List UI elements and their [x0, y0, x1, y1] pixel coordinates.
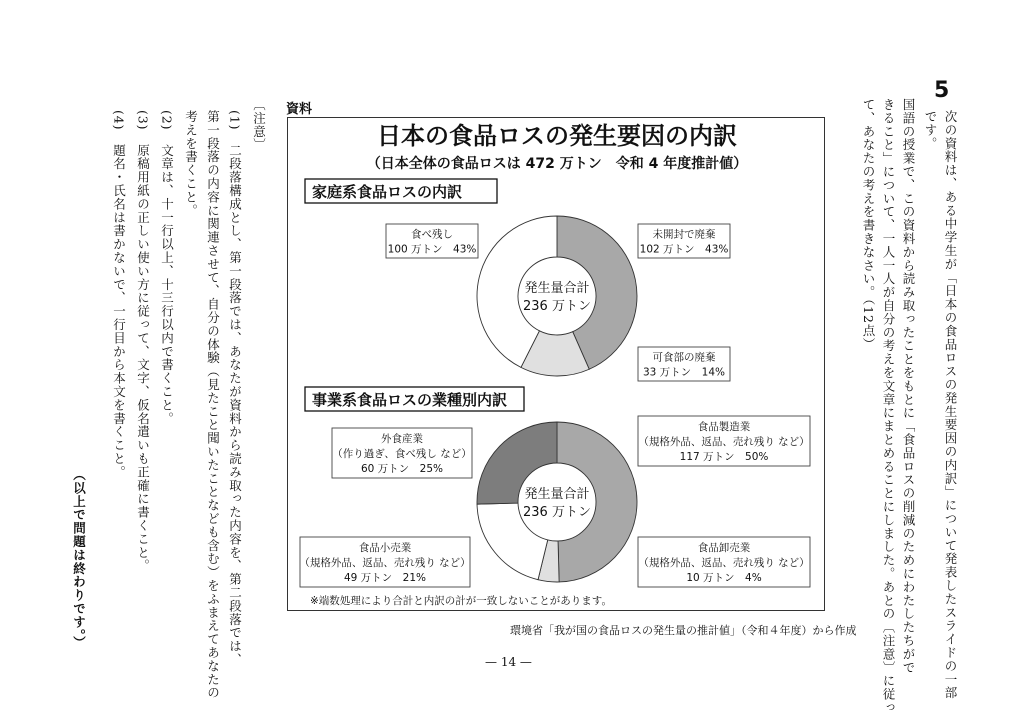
chart-title: 日本の食品ロスの発生要因の内訳 — [377, 122, 737, 150]
note-line-2: 第一段落の内容に関連させて、自分の体験（見たこと聞いたことなども含む）をふまえてあなたの — [205, 110, 221, 700]
question-line-1: 次の資料は、ある中学生が「日本の食品ロスの発生要因の内訳」について発表したスライドの一部 — [943, 110, 958, 700]
chart1-slice-1-name-label: 未開封で廃棄 — [652, 228, 716, 241]
household-donut-chart — [386, 216, 730, 381]
chart1-slice-2-value-label: 33 万トン 14% — [642, 366, 726, 379]
chart2-slice-3-value-label: 49 万トン 21% — [343, 572, 427, 584]
chart-panel — [287, 117, 825, 611]
chart2-slice-4-detail-label: （作り過ぎ、食べ残し など） — [332, 448, 472, 460]
chart2-slice-2-detail-label: （規格外品、返品、売れ残り など） — [638, 557, 810, 569]
chart2-slice-2-name-label: 食品卸売業 — [697, 542, 751, 554]
chart1-center-label-2: 236 万トン — [523, 299, 591, 314]
chart1-slice-1-value-label: 102 万トン 43% — [639, 243, 729, 256]
note-line-6: (4) 題名・氏名は書かないで、一行目から本文を書くこと。 — [111, 110, 127, 479]
chart2-slice-2-value-label: 10 万トン 4% — [686, 572, 762, 584]
question-line-3: 国語の授業で、この資料から読み取ったことをもとに「食品ロスの削減のためにわたしたちがで — [901, 98, 916, 675]
chart1-slice-3-name-label: 食べ残し — [411, 228, 453, 241]
question-line-4: きること」について、一人一人が自分の考えを文章にまとめることにしました。あとの〔注意〕に従っ — [881, 98, 896, 715]
question-line-5: て、あなたの考えを書きなさい。（12点） — [861, 98, 876, 351]
chart-footnote: ※端数処理により合計と内訳の計が一致しないことがあります。 — [310, 595, 612, 607]
chart2-slice-1-name-label: 食品製造業 — [697, 421, 751, 433]
note-line-1: (1) 二段落構成とし、第一段落では、あなたが資料から読み取った内容を、第二段落では、 — [227, 110, 243, 667]
question-number: 5 — [934, 78, 950, 103]
end-of-problems-text: （以上で問題は終わりです。） — [71, 468, 87, 650]
chart1-center-label-1: 発生量合計 — [524, 281, 590, 296]
chart2-slice-3-detail-label: （規格外品、返品、売れ残り など） — [299, 557, 471, 569]
charts-svg — [288, 118, 826, 612]
business-donut-chart — [299, 416, 810, 587]
notes-heading: 〔注意〕 — [251, 98, 267, 152]
page-number: — 14 — — [485, 655, 532, 669]
chart2-slice-3-name-label: 食品小売業 — [358, 542, 412, 554]
resource-label: 資料 — [286, 102, 313, 117]
chart1-slice-3-value-label: 100 万トン 43% — [387, 243, 477, 256]
source-citation: 環境省「我が国の食品ロスの発生量の推計値」（令和４年度）から作成 — [510, 624, 857, 637]
note-line-4: (2) 文章は、十一行以上、十三行以内で書くこと。 — [159, 110, 175, 426]
chart2-slice-1-detail-label: （規格外品、返品、売れ残り など） — [638, 436, 810, 448]
chart-subtitle: （日本全体の食品ロスは 472 万トン 令和 4 年度推計値） — [366, 156, 748, 172]
chart2-center-label-1: 発生量合計 — [524, 487, 590, 502]
note-line-5: (3) 原稿用紙の正しい使い方に従って、文字、仮名遣いも正確に書くこと。 — [135, 110, 151, 573]
chart1-slice-2-name-label: 可食部の廃棄 — [652, 351, 716, 364]
chart2-slice-4-value-label: 60 万トン 25% — [360, 463, 444, 475]
note-line-3: 考えを書くこと。 — [183, 110, 199, 218]
chart2-slice-1-value-label: 117 万トン 50% — [679, 451, 769, 463]
chart2-slice-4-name-label: 外食産業 — [381, 433, 423, 445]
section-1-title: 家庭系食品ロスの内訳 — [312, 183, 463, 201]
question-line-2: です。 — [923, 110, 938, 151]
chart2-center-label-2: 236 万トン — [523, 505, 591, 520]
section-2-title: 事業系食品ロスの業種別内訳 — [312, 391, 508, 409]
